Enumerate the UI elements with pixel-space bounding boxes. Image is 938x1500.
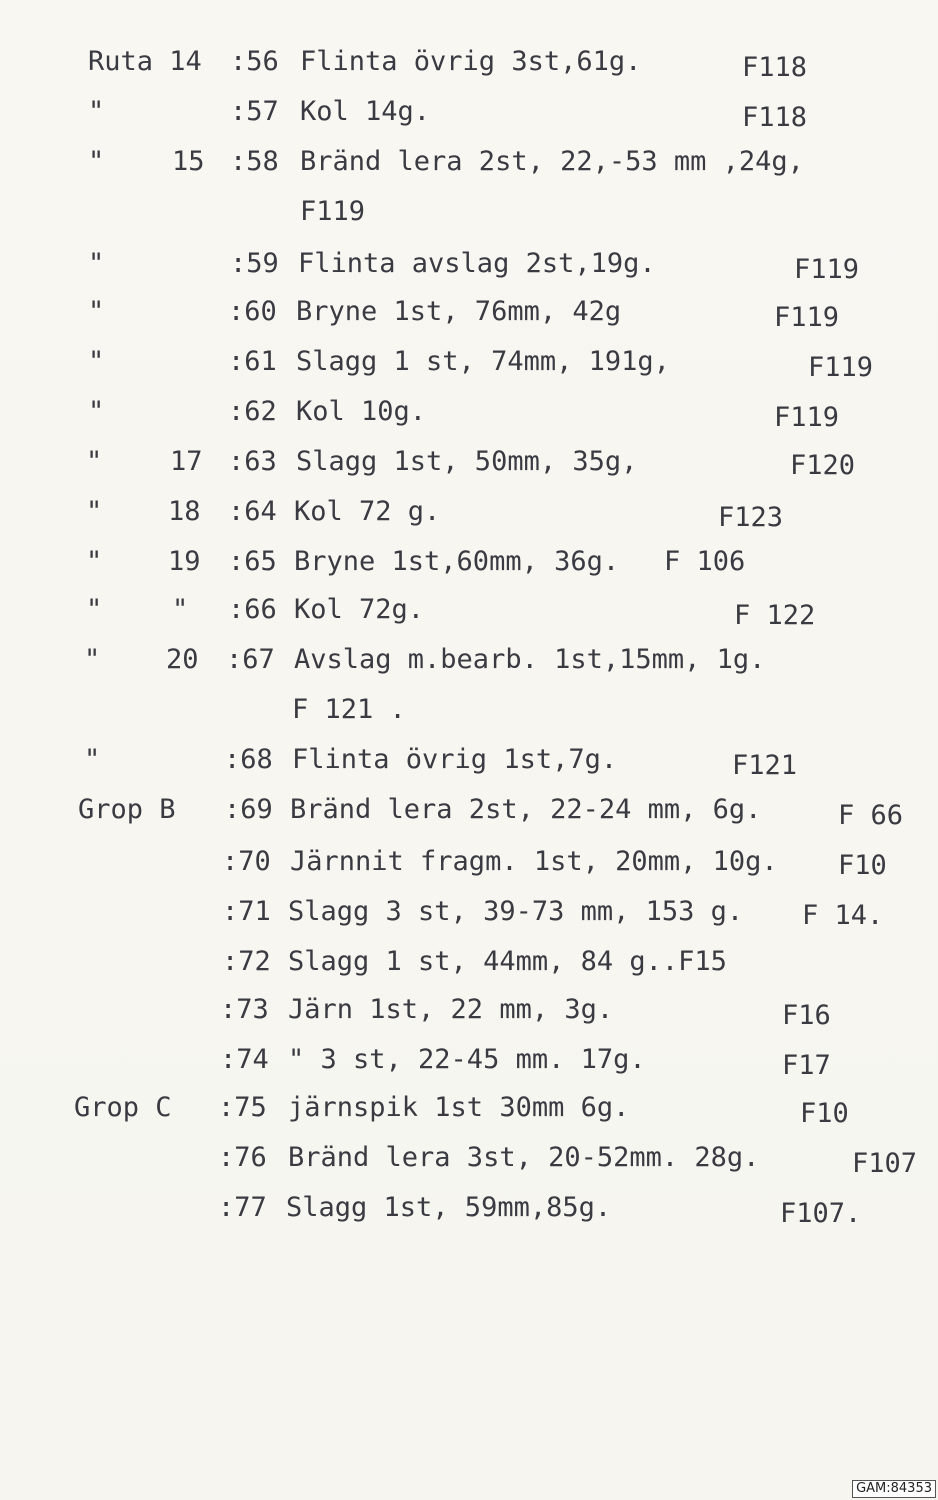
find-reference: F119 [774, 402, 840, 433]
find-reference: F 122 [734, 600, 816, 631]
find-description: Slagg 1 st, 74mm, 191g, [296, 346, 670, 377]
find-description: Järn 1st, 22 mm, 3g. [288, 994, 614, 1025]
entry-row-67 [0, 640, 938, 680]
ditto-mark: " [86, 446, 103, 477]
square-number: 19 [168, 546, 201, 577]
entry-continuation [0, 192, 938, 232]
entry-row-62 [0, 392, 938, 432]
square-number: 15 [172, 146, 205, 177]
catalog-number: :72 [222, 946, 271, 977]
ditto-mark: " [88, 96, 105, 127]
find-reference: F119 [808, 352, 874, 383]
entry-row-71 [0, 892, 938, 932]
area-label: Ruta 14 [88, 46, 202, 77]
catalog-number: :76 [218, 1142, 267, 1173]
entry-row-72 [0, 942, 938, 982]
entry-row-63 [0, 442, 938, 482]
entry-row-68 [0, 740, 938, 780]
square-number: 17 [170, 446, 203, 477]
catalog-number: :73 [220, 994, 269, 1025]
square-number: 20 [166, 644, 199, 675]
find-reference: F118 [742, 52, 808, 83]
catalog-number: :71 [222, 896, 271, 927]
entry-row-61 [0, 342, 938, 382]
find-reference: F 106 [664, 546, 746, 577]
catalog-number: :59 [230, 248, 279, 279]
catalog-number: :63 [228, 446, 277, 477]
catalog-number: :58 [230, 146, 279, 177]
area-label: Grop C [74, 1092, 172, 1123]
find-reference: F 14. [802, 900, 884, 931]
find-reference: F123 [718, 502, 784, 533]
find-reference: F119 [794, 254, 860, 285]
find-description: Bryne 1st, 76mm, 42g [296, 296, 622, 327]
find-description: Avslag m.bearb. 1st,15mm, 1g. [294, 644, 766, 675]
catalog-number: :57 [230, 96, 279, 127]
entry-row-60 [0, 292, 938, 332]
find-reference: F120 [790, 450, 856, 481]
ditto-mark: " [88, 296, 105, 327]
entry-row-76 [0, 1138, 938, 1178]
archive-id-label: GAM:84353 [852, 1480, 936, 1498]
find-reference: F118 [742, 102, 808, 133]
find-description: Slagg 3 st, 39-73 mm, 153 g. [288, 896, 744, 927]
find-description: Kol 72 g. [294, 496, 441, 527]
catalog-number: :56 [230, 46, 279, 77]
ditto-mark: " [86, 594, 103, 625]
find-description: Bränd lera 2st, 22-24 mm, 6g. [290, 794, 762, 825]
find-description: Kol 14g. [300, 96, 431, 127]
find-description: Bränd lera 2st, 22,-53 mm ,24g, [300, 146, 804, 177]
find-reference: F 121 . [292, 694, 406, 725]
area-label: Grop B [78, 794, 176, 825]
find-description: Slagg 1st, 50mm, 35g, [296, 446, 638, 477]
find-reference: F10 [838, 850, 887, 881]
ditto-mark: " [172, 594, 189, 625]
find-reference: F119 [774, 302, 840, 333]
find-description: Flinta övrig 3st,61g. [300, 46, 642, 77]
entry-row-69 [0, 790, 938, 830]
find-reference: F 66 [838, 800, 904, 831]
square-number: 18 [168, 496, 201, 527]
ditto-mark: " [88, 346, 105, 377]
find-reference: F10 [800, 1098, 849, 1129]
ditto-mark: " [86, 546, 103, 577]
find-description: Järnnit fragm. 1st, 20mm, 10g. [290, 846, 778, 877]
catalog-number: :64 [228, 496, 277, 527]
find-reference: F107. [780, 1198, 862, 1229]
entry-row-75 [0, 1088, 938, 1128]
find-description: Kol 10g. [296, 396, 427, 427]
ditto-mark: " [88, 248, 105, 279]
catalog-number: :62 [228, 396, 277, 427]
entry-row-66 [0, 590, 938, 630]
find-reference: F119 [300, 196, 366, 227]
entry-row-57 [0, 92, 938, 132]
catalog-number: :67 [226, 644, 275, 675]
catalog-number: :68 [224, 744, 273, 775]
catalog-number: :74 [220, 1044, 269, 1075]
ditto-mark: " [88, 146, 105, 177]
find-description: Bryne 1st,60mm, 36g. [294, 546, 620, 577]
entry-continuation [0, 690, 938, 730]
ditto-mark: " [88, 396, 105, 427]
catalog-number: :66 [228, 594, 277, 625]
find-reference: F121 [732, 750, 798, 781]
find-description: järnspik 1st 30mm 6g. [288, 1092, 630, 1123]
find-reference: F16 [782, 1000, 831, 1031]
catalog-number: :69 [224, 794, 273, 825]
ditto-mark: " [84, 744, 101, 775]
find-description: Kol 72g. [294, 594, 425, 625]
entry-row-65 [0, 542, 938, 582]
find-description: Flinta avslag 2st,19g. [298, 248, 656, 279]
find-description: Slagg 1 st, 44mm, 84 g..F15 [288, 946, 727, 977]
catalog-number: :77 [218, 1192, 267, 1223]
find-description: Flinta övrig 1st,7g. [292, 744, 618, 775]
entry-row-74 [0, 1040, 938, 1080]
find-reference: F107 [852, 1148, 918, 1179]
entry-row-58 [0, 142, 938, 182]
find-description: Slagg 1st, 59mm,85g. [286, 1192, 612, 1223]
entry-row-56 [0, 42, 938, 82]
catalog-number: :60 [228, 296, 277, 327]
entry-row-70 [0, 842, 938, 882]
find-reference: F17 [782, 1050, 831, 1081]
entry-row-59 [0, 244, 938, 284]
entry-row-73 [0, 990, 938, 1030]
catalog-number: :75 [218, 1092, 267, 1123]
find-description: Bränd lera 3st, 20-52mm. 28g. [288, 1142, 760, 1173]
catalog-number: :65 [228, 546, 277, 577]
entry-row-77 [0, 1188, 938, 1228]
find-description: " 3 st, 22-45 mm. 17g. [288, 1044, 646, 1075]
ditto-mark: " [86, 496, 103, 527]
ditto-mark: " [84, 644, 101, 675]
catalog-number: :61 [228, 346, 277, 377]
catalog-number: :70 [222, 846, 271, 877]
entry-row-64 [0, 492, 938, 532]
